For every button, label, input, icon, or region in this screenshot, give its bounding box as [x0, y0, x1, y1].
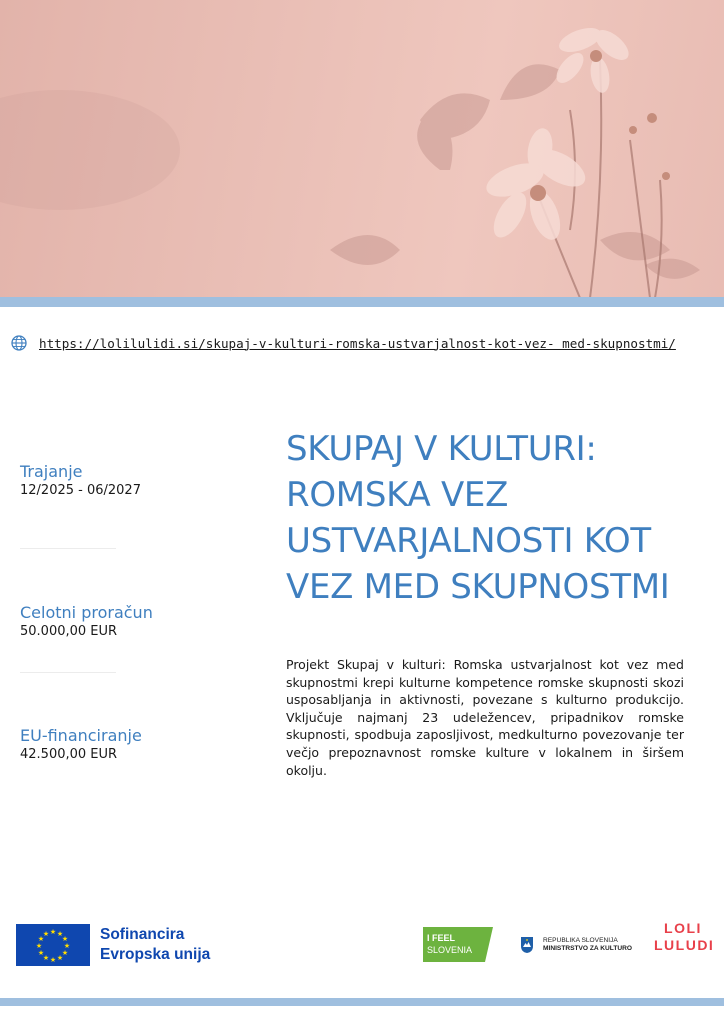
- project-link-row: [11, 335, 676, 351]
- project-title: [286, 426, 716, 610]
- ministry-line1: REPUBLIKA SLOVENIJA: [543, 936, 618, 944]
- eu-text-line: Sofinancira: [100, 926, 185, 943]
- svg-text:★: ★: [56, 930, 64, 938]
- loli-line1: LOLI: [664, 920, 702, 936]
- eu-funding-value: 42.500,00 EUR: [20, 747, 118, 762]
- i-feel-slovenia-logo: [423, 927, 493, 962]
- loli-luludi-logo: [654, 920, 715, 954]
- svg-text:★: ★: [37, 935, 45, 943]
- eu-cofunding-text: [100, 925, 210, 965]
- flower-photo-illustration: [0, 0, 724, 298]
- title-line: USTVARJALNOSTI KOT: [286, 521, 651, 561]
- ministry-of-culture-logo: [520, 936, 632, 954]
- svg-text:★: ★: [56, 954, 64, 962]
- svg-text:★: ★: [61, 935, 69, 943]
- eu-funding-block: [20, 726, 260, 764]
- ministry-text: [543, 937, 632, 954]
- eu-funding-label: EU-financiranje: [20, 726, 142, 745]
- eu-cofunding-logo: [16, 924, 210, 966]
- eu-flag-icon: [16, 924, 90, 966]
- project-description: Projekt Skupaj v kulturi: Romska ustvarjalnost kot vez med skupnostmi krepi kulturne kompetence romske skupnosti skozi usposabljanja in aktivnosti, povezane s kulturno produkcijo. Vključuje najmanj 23 udeležencev, pripadnikov romske skupnosti, spodbuja zaposljivost, medkulturno povezovanje ter večjo prepoznavnost romske kulture v lokalnem in širšem okolju.: [286, 657, 684, 778]
- svg-text:★: ★: [49, 956, 57, 964]
- slovenia-crest-icon: [520, 936, 534, 954]
- eu-stars-icon: [16, 924, 90, 966]
- title-line: VEZ MED SKUPNOSTMI: [286, 567, 670, 607]
- ifeel-line2: SLOVENIA: [427, 945, 473, 955]
- title-line: ROMSKA VEZ: [286, 475, 509, 515]
- duration-value: 12/2025 - 06/2027: [20, 483, 141, 498]
- duration-label: Trajanje: [20, 462, 83, 481]
- svg-text:★: ★: [63, 942, 71, 950]
- svg-text:★: ★: [37, 949, 45, 957]
- top-accent-bar: [0, 297, 724, 307]
- divider: [20, 672, 116, 673]
- globe-icon: [11, 335, 27, 351]
- eu-text-line: Evropska unija: [100, 946, 211, 963]
- total-budget-value: 50.000,00 EUR: [20, 624, 118, 639]
- hero-image: [0, 0, 724, 298]
- loli-line2: LULUDI: [654, 937, 715, 953]
- svg-text:★: ★: [42, 954, 50, 962]
- svg-text:★: ★: [35, 942, 43, 950]
- duration-block: [20, 462, 260, 500]
- title-line: SKUPAJ V KULTURI:: [286, 429, 597, 469]
- svg-text:★: ★: [61, 949, 69, 957]
- total-budget-label: Celotni proračun: [20, 603, 153, 622]
- total-budget-block: [20, 603, 260, 641]
- ministry-line2: MINISTRSTVO ZA KULTURO: [543, 945, 633, 952]
- bottom-accent-bar: [0, 998, 724, 1006]
- svg-text:★: ★: [49, 928, 57, 936]
- project-url-link[interactable]: https://lolilulidi.si/skupaj-v-kulturi-romska-ustvarjalnost-kot-vez- med-skupnostmi/: [39, 335, 676, 351]
- svg-text:★: ★: [42, 930, 50, 938]
- ifeel-line1: I FEEL: [427, 933, 456, 943]
- divider: [20, 548, 116, 549]
